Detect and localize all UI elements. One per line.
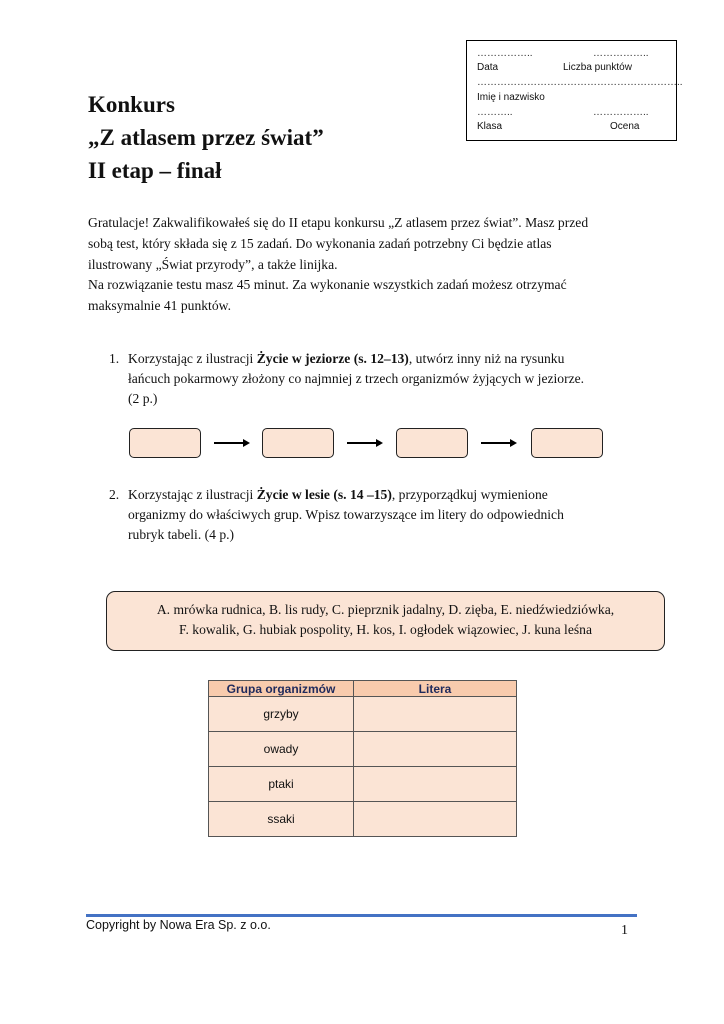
task-1-number: 1.: [109, 351, 120, 366]
table-row: [209, 697, 517, 732]
grade-label: Ocena: [610, 121, 640, 132]
intro-line-3: ilustrowany „Świat przyrody”, a także linijka.: [88, 256, 338, 272]
letter-answer-cell[interactable]: [354, 767, 517, 802]
task-2-suffix: , przyporządkuj wymienione: [391, 487, 548, 502]
organism-groups-table: [208, 680, 517, 837]
task-2-bold: Życie w lesie (s. 14 –15): [256, 487, 392, 502]
task-2-prefix: Korzystając z ilustracji: [128, 487, 257, 502]
task-2-number: 2.: [109, 487, 120, 502]
header-letter: Litera: [354, 681, 517, 697]
date-label: Data: [477, 62, 499, 73]
table-header-row: [209, 681, 517, 697]
food-chain-box-3[interactable]: [396, 428, 468, 458]
food-chain-box-4[interactable]: [531, 428, 603, 458]
task-1-line-2: łańcuch pokarmowy złożony co najmniej z trzech organizmów żyjących w jeziorze.: [128, 371, 585, 386]
chain-arrow-2-icon: [347, 442, 381, 444]
page-title: [88, 88, 324, 187]
task-1-suffix: , utwórz inny niż na rysunku: [408, 351, 565, 366]
points-label: Liczba punktów: [563, 62, 632, 73]
letter-answer-cell[interactable]: [354, 697, 517, 732]
name-dots: ……………………………………………………..: [477, 77, 683, 88]
intro-line-2: sobą test, który składa się z 15 zadań. Do wykonania zadań potrzebny Ci będzie atlas: [88, 235, 552, 251]
group-cell: ssaki: [209, 802, 354, 837]
page-number: 1: [621, 923, 628, 938]
task-1-bold: Życie w jeziorze (s. 12–13): [256, 351, 409, 366]
intro-line-1: Gratulacje! Zakwalifikowałeś się do II etapu konkursu „Z atlasem przez świat”. Masz przed: [88, 215, 589, 230]
group-cell: owady: [209, 732, 354, 767]
title-line-3: II etap – finał: [88, 158, 222, 183]
name-label: Imię i nazwisko: [477, 92, 545, 103]
intro-paragraph: [88, 213, 648, 317]
footer-divider: [86, 914, 637, 917]
organisms-line-1: A. mrówka rudnica, B. lis rudy, C. pieprznik jadalny, D. zięba, E. niedźwiedziówka,: [156, 602, 615, 617]
student-info-box: [466, 40, 683, 141]
table-row: [209, 732, 517, 767]
intro-line-4: Na rozwiązanie testu masz 45 minut. Za wykonanie wszystkich zadań możesz otrzymać: [88, 277, 567, 293]
footer-copyright: Copyright by Nowa Era Sp. z o.o.: [86, 918, 271, 932]
task-1: [109, 349, 649, 411]
table-row: [209, 767, 517, 802]
group-cell: grzyby: [209, 697, 354, 732]
date-dots: ……………..: [477, 48, 533, 59]
organisms-list-box: [106, 591, 665, 651]
class-label: Klasa: [477, 121, 503, 132]
class-dots: ………..: [477, 107, 513, 118]
points-dots: ……………..: [593, 48, 649, 59]
task-2-line-2: organizmy do właściwych grup. Wpisz towarzyszące im litery do odpowiednich: [128, 507, 564, 522]
food-chain-box-1[interactable]: [129, 428, 201, 458]
title-line-1: Konkurs: [88, 92, 175, 117]
task-2-line-3: rubryk tabeli. (4 p.): [128, 527, 235, 542]
organisms-line-2: F. kowalik, G. hubiak pospolity, H. kos, I. ogłodek wiązowiec, J. kuna leśna: [179, 622, 592, 637]
food-chain-box-2[interactable]: [262, 428, 334, 458]
task-2: [109, 485, 649, 547]
grade-dots: ……………..: [593, 107, 649, 118]
title-line-2: „Z atlasem przez świat”: [88, 125, 324, 150]
letter-answer-cell[interactable]: [354, 732, 517, 767]
chain-arrow-3-icon: [481, 442, 515, 444]
table-row: [209, 802, 517, 837]
intro-line-5: maksymalnie 41 punktów.: [88, 298, 231, 314]
letter-answer-cell[interactable]: [354, 802, 517, 837]
task-1-line-3: (2 p.): [128, 391, 158, 406]
task-1-prefix: Korzystając z ilustracji: [128, 351, 257, 366]
header-group: Grupa organizmów: [209, 681, 354, 697]
chain-arrow-1-icon: [214, 442, 248, 444]
group-cell: ptaki: [209, 767, 354, 802]
